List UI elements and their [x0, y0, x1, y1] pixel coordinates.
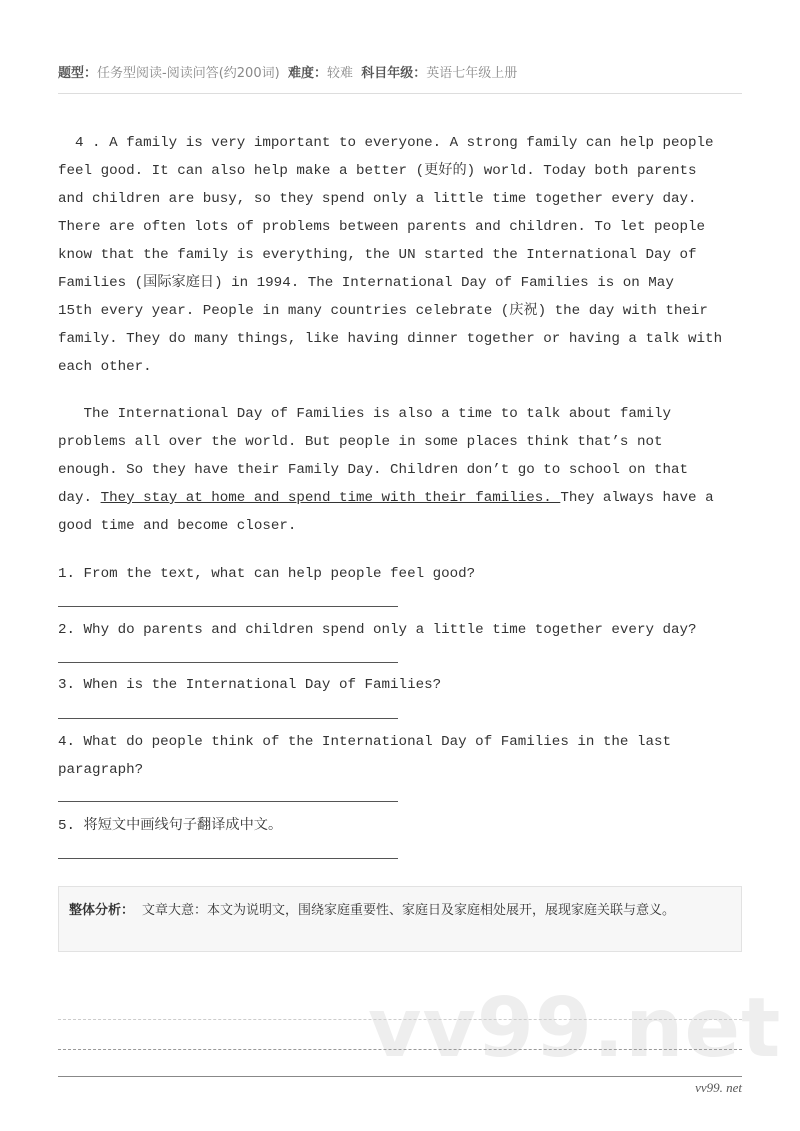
text-segment: They always have a: [560, 490, 714, 506]
analysis-label: 整体分析：: [69, 903, 135, 918]
answer-blank-5[interactable]: [58, 858, 398, 859]
answer-blank-1[interactable]: [58, 606, 398, 607]
underlined-sentence: They stay at home and spend time with their families.: [100, 490, 561, 506]
type-value: 任务型阅读-阅读问答(约200词): [97, 66, 280, 81]
dashed-line: [58, 1049, 742, 1050]
text-line: feel good. It can also help make a better (更好的) world. Today both parents: [58, 163, 697, 179]
analysis-box: [58, 886, 742, 952]
question-meta: [58, 62, 517, 81]
question-4-cont: paragraph?: [58, 762, 144, 778]
text-line: good time and become closer.: [58, 518, 297, 534]
text-line: family. They do many things, like having dinner together or having a talk with: [58, 331, 723, 347]
text-line: and children are busy, so they spend only a little time together every day.: [58, 191, 697, 207]
grade-label: 科目年级：: [361, 66, 427, 81]
text-line: Families (国际家庭日) in 1994. The International Day of Families is on May: [58, 275, 674, 291]
watermark: vv99.net: [368, 981, 782, 1076]
text-line: [58, 488, 714, 508]
text-segment: day.: [58, 490, 101, 506]
text-line: know that the family is everything, the UN started the International Day of: [58, 247, 697, 263]
answer-blank-2[interactable]: [58, 662, 398, 663]
text-line: problems all over the world. But people in some places think that’s not: [58, 434, 663, 450]
text-line: each other.: [58, 359, 152, 375]
difficulty-label: 难度：: [287, 66, 327, 81]
footer-divider: [58, 1076, 742, 1077]
analysis-text: 文章大意：本文为说明文，围绕家庭重要性、家庭日及家庭相处展开，展现家庭关联与意义。: [142, 903, 676, 918]
answer-blank-3[interactable]: [58, 718, 398, 719]
footer-site: vv99. net: [695, 1080, 742, 1095]
question-2: 2. Why do parents and children spend only a little time together every day?: [58, 622, 697, 638]
text-line: 15th every year. People in many countries celebrate (庆祝) the day with their: [58, 303, 708, 319]
difficulty-value: 较难: [326, 66, 353, 81]
question-3: 3. When is the International Day of Families?: [58, 677, 442, 693]
question-5: 5. 将短文中画线句子翻译成中文。: [58, 818, 283, 834]
dashed-line: [58, 1019, 742, 1020]
grade-value: 英语七年级上册: [426, 66, 518, 81]
text-line: The International Day of Families is also a time to talk about family: [58, 406, 671, 422]
text-line: 4 . A family is very important to everyone. A strong family can help people: [58, 135, 714, 151]
answer-blank-4[interactable]: [58, 801, 398, 802]
question-4: 4. What do people think of the International Day of Families in the last: [58, 734, 671, 750]
question-1: 1. From the text, what can help people feel good?: [58, 566, 476, 582]
text-line: There are often lots of problems between parents and children. To let people: [58, 219, 706, 235]
header-divider: [58, 93, 742, 94]
type-label: 题型：: [58, 66, 98, 81]
text-line: enough. So they have their Family Day. Children don’t go to school on that: [58, 462, 689, 478]
